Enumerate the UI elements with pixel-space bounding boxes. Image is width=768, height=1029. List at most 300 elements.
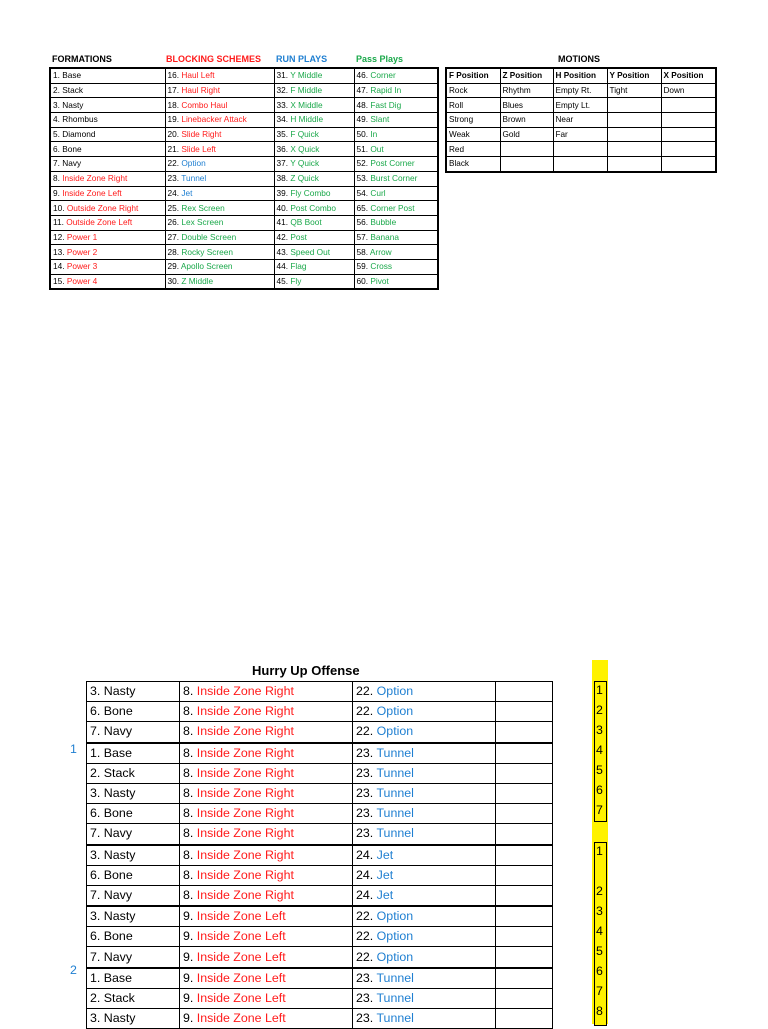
pass-cell <box>354 171 438 186</box>
counter-number: 4 <box>596 743 603 757</box>
formation-cell <box>87 865 180 885</box>
play-name: Power 2 <box>66 246 98 257</box>
play-name: Tunnel <box>376 745 414 760</box>
play-name: Tunnel <box>376 1011 414 1026</box>
counter-number: 3 <box>596 904 603 918</box>
blocking-cell <box>165 113 274 128</box>
play-name: Navy <box>103 949 133 964</box>
counter-number: 1 <box>596 683 603 697</box>
blocking-cell <box>165 201 274 216</box>
table-row <box>446 157 716 172</box>
play-name: Tunnel <box>376 826 414 841</box>
header-run-plays: RUN PLAYS <box>276 54 328 64</box>
pass-cell <box>354 201 438 216</box>
run-cell <box>274 171 354 186</box>
play-name: Y Middle <box>290 70 323 81</box>
play-name: Fast Dig <box>370 99 402 110</box>
play-number: 2. <box>53 85 63 96</box>
play-number: 8. <box>183 684 197 699</box>
motion-cell <box>661 157 716 172</box>
column-header: F Position <box>446 68 500 83</box>
motion-cell <box>661 98 716 113</box>
play-number: 17. <box>167 85 182 96</box>
play-number: 59. <box>356 261 371 272</box>
play-name: Out <box>370 143 384 154</box>
motion-cell <box>607 113 661 128</box>
blocking-cell <box>165 274 274 289</box>
run-cell <box>274 201 354 216</box>
play-number: 10. <box>53 202 67 213</box>
formation-cell <box>87 702 180 722</box>
table-row <box>446 83 716 98</box>
blocking-cell <box>165 127 274 142</box>
table-row <box>87 824 553 845</box>
run-cell <box>353 824 496 845</box>
motion-cell: Weak <box>446 127 500 142</box>
play-number: 22. <box>167 158 182 169</box>
header-formations: FORMATIONS <box>52 54 112 64</box>
play-number: 18. <box>167 99 182 110</box>
table-row <box>50 142 438 157</box>
play-number: 22. <box>356 724 377 739</box>
run-cell <box>274 98 354 113</box>
blank-cell <box>496 885 553 906</box>
run-cell <box>353 743 496 764</box>
column-header: X Position <box>661 68 716 83</box>
play-name: Bone <box>103 867 133 882</box>
play-number: 3. <box>90 847 104 862</box>
play-name: Inside Zone Left <box>196 1011 286 1026</box>
play-name: F Quick <box>290 129 319 140</box>
table-row <box>50 68 438 83</box>
play-number: 8. <box>183 887 197 902</box>
formation-cell <box>87 722 180 743</box>
table-row <box>87 927 553 947</box>
blocking-cell <box>180 968 353 989</box>
play-number: 7. <box>90 949 104 964</box>
blocking-cell <box>165 98 274 113</box>
table-row <box>87 682 553 702</box>
motions-header-row <box>446 68 716 83</box>
play-number: 12. <box>53 231 67 242</box>
table-row <box>446 142 716 157</box>
run-cell <box>353 1009 496 1029</box>
play-name: Bone <box>62 143 82 154</box>
group-label: 2 <box>70 963 77 978</box>
play-number: 16. <box>167 70 182 81</box>
pass-cell <box>354 127 438 142</box>
motion-cell: Rhythm <box>500 83 553 98</box>
table-row <box>87 906 553 927</box>
play-number: 21. <box>167 143 182 154</box>
play-name: Fly <box>290 275 302 286</box>
run-cell <box>274 259 354 274</box>
play-number: 46. <box>356 70 371 81</box>
play-number: 3. <box>90 909 104 924</box>
play-number: 24. <box>356 847 377 862</box>
play-number: 39. <box>276 187 291 198</box>
table-row <box>50 83 438 98</box>
column-header: Y Position <box>607 68 661 83</box>
play-number: 52. <box>356 158 371 169</box>
play-name: Lex Screen <box>181 217 224 228</box>
table-row <box>87 722 553 743</box>
formation-cell <box>50 68 165 83</box>
play-name: Arrow <box>369 246 392 257</box>
play-number: 29. <box>167 261 181 272</box>
run-cell <box>274 127 354 142</box>
play-name: Tunnel <box>376 786 414 801</box>
play-name: Double Screen <box>181 231 237 242</box>
blank-cell <box>496 968 553 989</box>
play-name: Stack <box>103 765 135 780</box>
run-cell <box>274 68 354 83</box>
play-number: 27. <box>167 231 182 242</box>
run-cell <box>353 763 496 783</box>
play-number: 9. <box>183 909 197 924</box>
play-name: Inside Zone Left <box>196 970 286 985</box>
play-number: 8. <box>183 826 197 841</box>
formation-cell <box>50 245 165 260</box>
formation-cell <box>87 1009 180 1029</box>
formation-cell <box>50 98 165 113</box>
play-name: Inside Zone Right <box>196 786 294 801</box>
motion-cell: Down <box>661 83 716 98</box>
formation-cell <box>87 824 180 845</box>
play-number: 60. <box>356 275 371 286</box>
run-cell <box>353 947 496 968</box>
motion-cell <box>553 157 607 172</box>
table-row <box>87 845 553 866</box>
blocking-cell <box>165 142 274 157</box>
run-cell <box>353 845 496 866</box>
play-number: 28. <box>167 246 182 257</box>
play-number: 34. <box>276 114 291 125</box>
play-number: 56. <box>356 217 371 228</box>
blocking-cell <box>180 927 353 947</box>
formation-cell <box>50 171 165 186</box>
play-name: Navy <box>103 826 133 841</box>
play-number: 8. <box>183 786 197 801</box>
play-name: Inside Zone Right <box>196 867 294 882</box>
motion-cell: Brown <box>500 113 553 128</box>
play-number: 7. <box>90 826 104 841</box>
play-name: Burst Corner <box>370 173 418 184</box>
play-name: Jet <box>181 187 193 198</box>
run-cell <box>353 783 496 803</box>
play-number: 2. <box>90 765 104 780</box>
play-number: 9. <box>183 990 197 1005</box>
formation-cell <box>87 783 180 803</box>
play-number: 8. <box>183 745 197 760</box>
table-row <box>87 1009 553 1029</box>
play-name: Cross <box>370 261 393 272</box>
blocking-cell <box>180 845 353 866</box>
play-name: Tunnel <box>376 970 414 985</box>
blocking-cell <box>180 885 353 906</box>
play-name: Corner Post <box>370 202 415 213</box>
play-name: Banana <box>370 231 399 242</box>
play-number: 36. <box>276 143 291 154</box>
play-name: Nasty <box>62 99 84 110</box>
counter-number: 6 <box>596 964 603 978</box>
motion-cell: Empty Lt. <box>553 98 607 113</box>
motion-cell <box>607 142 661 157</box>
play-name: Rapid In <box>370 85 402 96</box>
play-number: 48. <box>356 99 371 110</box>
table-row <box>87 968 553 989</box>
table-row <box>446 98 716 113</box>
blocking-cell <box>165 215 274 230</box>
play-number: 6. <box>90 704 104 719</box>
column-header: H Position <box>553 68 607 83</box>
play-name: Z Middle <box>181 275 214 286</box>
counter-number: 5 <box>596 944 603 958</box>
play-number: 30. <box>167 275 182 286</box>
blocking-cell <box>165 171 274 186</box>
table-row <box>50 171 438 186</box>
table-row <box>87 763 553 783</box>
table-row <box>87 743 553 764</box>
play-name: Linebacker Attack <box>181 114 247 125</box>
blocking-cell <box>180 682 353 702</box>
blank-cell <box>496 682 553 702</box>
run-cell <box>353 804 496 824</box>
table-row <box>87 988 553 1008</box>
run-cell <box>353 885 496 906</box>
formation-cell <box>87 906 180 927</box>
motion-cell: Black <box>446 157 500 172</box>
counter-number: 4 <box>596 924 603 938</box>
play-number: 23. <box>356 806 377 821</box>
column-header: Z Position <box>500 68 553 83</box>
blank-cell <box>496 763 553 783</box>
play-name: Slide Left <box>181 143 216 154</box>
play-number: 22. <box>356 909 377 924</box>
play-name: X Quick <box>290 143 320 154</box>
formation-cell <box>50 157 165 172</box>
formation-cell <box>50 142 165 157</box>
play-number: 23. <box>356 970 377 985</box>
play-number: 6. <box>90 867 104 882</box>
play-number: 9. <box>183 1011 197 1026</box>
play-name: Option <box>181 158 206 169</box>
blocking-cell <box>180 804 353 824</box>
play-name: Post Combo <box>290 202 336 213</box>
run-cell <box>274 245 354 260</box>
play-name: Tunnel <box>376 990 414 1005</box>
table-row <box>50 215 438 230</box>
play-number: 23. <box>356 786 377 801</box>
play-name: Stack <box>103 990 135 1005</box>
play-name: F Middle <box>290 85 323 96</box>
play-number: 44. <box>276 261 291 272</box>
blocking-cell <box>180 947 353 968</box>
play-name: Option <box>376 704 414 719</box>
play-number: 31. <box>276 70 291 81</box>
play-name: Power 3 <box>66 261 98 272</box>
run-cell <box>353 865 496 885</box>
play-number: 6. <box>53 143 63 154</box>
play-number: 41. <box>276 217 291 228</box>
pass-cell <box>354 157 438 172</box>
play-name: Bone <box>103 704 133 719</box>
formation-cell <box>87 885 180 906</box>
play-name: Nasty <box>103 909 136 924</box>
blocking-cell <box>180 702 353 722</box>
play-name: Y Quick <box>290 158 320 169</box>
play-name: H Middle <box>290 114 324 125</box>
play-number: 23. <box>356 765 377 780</box>
blocking-cell <box>180 743 353 764</box>
play-name: Nasty <box>103 684 136 699</box>
play-name: Option <box>376 684 414 699</box>
play-name: Bone <box>103 806 133 821</box>
table-row <box>50 259 438 274</box>
counter-number: 1 <box>596 844 603 858</box>
run-cell <box>274 186 354 201</box>
playbook-table <box>49 67 439 290</box>
run-cell <box>353 968 496 989</box>
play-name: Option <box>376 724 414 739</box>
play-name: Rex Screen <box>181 202 225 213</box>
blocking-cell <box>165 68 274 83</box>
play-number: 3. <box>90 786 104 801</box>
pass-cell <box>354 186 438 201</box>
play-name: Inside Zone Left <box>196 949 286 964</box>
blank-cell <box>496 947 553 968</box>
table-row <box>50 274 438 289</box>
table-row <box>50 245 438 260</box>
play-number: 1. <box>90 745 104 760</box>
formation-cell <box>50 113 165 128</box>
play-number: 9. <box>53 187 63 198</box>
play-name: Outside Zone Left <box>66 217 133 228</box>
blocking-cell <box>180 1009 353 1029</box>
play-number: 8. <box>183 765 197 780</box>
blank-cell <box>496 743 553 764</box>
play-name: Inside Zone Left <box>196 909 286 924</box>
formation-cell <box>87 845 180 866</box>
play-number: 4. <box>53 114 63 125</box>
play-number: 24. <box>356 867 377 882</box>
pass-cell <box>354 259 438 274</box>
blocking-cell <box>180 783 353 803</box>
run-cell <box>274 83 354 98</box>
run-cell <box>353 722 496 743</box>
run-cell <box>274 274 354 289</box>
formation-cell <box>87 743 180 764</box>
play-name: Jet <box>376 867 394 882</box>
blocking-cell <box>165 230 274 245</box>
play-name: Outside Zone Right <box>66 202 139 213</box>
play-number: 54. <box>356 187 371 198</box>
play-number: 37. <box>276 158 291 169</box>
play-number: 23. <box>167 173 182 184</box>
play-name: Slant <box>370 114 390 125</box>
pass-cell <box>354 274 438 289</box>
play-name: QB Boot <box>290 217 322 228</box>
blocking-cell <box>165 157 274 172</box>
blocking-cell <box>165 83 274 98</box>
play-name: Haul Right <box>181 85 221 96</box>
play-name: Combo Haul <box>181 99 228 110</box>
play-name: Corner <box>370 70 396 81</box>
play-number: 8. <box>53 173 63 184</box>
play-number: 19. <box>167 114 182 125</box>
formation-cell <box>50 215 165 230</box>
play-number: 3. <box>90 1011 104 1026</box>
play-number: 3. <box>90 684 104 699</box>
formation-cell <box>50 274 165 289</box>
formation-cell <box>87 947 180 968</box>
play-number: 26. <box>167 217 182 228</box>
play-number: 51. <box>356 143 371 154</box>
play-name: Option <box>376 909 414 924</box>
run-cell <box>353 927 496 947</box>
play-name: Option <box>376 929 414 944</box>
play-name: Option <box>376 949 414 964</box>
play-name: Inside Zone Right <box>196 826 294 841</box>
play-number: 42. <box>276 231 291 242</box>
motion-cell: Tight <box>607 83 661 98</box>
play-number: 35. <box>276 129 291 140</box>
play-name: Flag <box>290 261 307 272</box>
play-name: In <box>370 129 378 140</box>
motion-cell <box>553 142 607 157</box>
play-number: 22. <box>356 929 377 944</box>
play-number: 22. <box>356 704 377 719</box>
play-number: 33. <box>276 99 291 110</box>
motion-cell: Red <box>446 142 500 157</box>
play-name: Base <box>62 70 82 81</box>
motion-cell <box>661 142 716 157</box>
blank-cell <box>496 1009 553 1029</box>
play-number: 13. <box>53 246 67 257</box>
play-number: 23. <box>356 826 377 841</box>
play-number: 32. <box>276 85 291 96</box>
play-name: Tunnel <box>181 173 207 184</box>
play-name: Bubble <box>370 217 397 228</box>
table-row <box>50 186 438 201</box>
blocking-cell <box>180 824 353 845</box>
run-cell <box>274 113 354 128</box>
formation-cell <box>50 259 165 274</box>
counter-number: 2 <box>596 884 603 898</box>
play-name: Inside Zone Right <box>196 745 294 760</box>
play-name: Jet <box>376 847 394 862</box>
pass-cell <box>354 68 438 83</box>
run-cell <box>274 215 354 230</box>
hurry-up-table <box>86 681 553 1029</box>
formation-cell <box>50 186 165 201</box>
play-name: Navy <box>103 887 133 902</box>
table-row <box>87 783 553 803</box>
play-number: 22. <box>356 684 377 699</box>
play-number: 43. <box>276 246 291 257</box>
play-number: 50. <box>356 129 371 140</box>
play-number: 47. <box>356 85 371 96</box>
counter-number: 5 <box>596 763 603 777</box>
pass-cell <box>354 215 438 230</box>
pass-cell <box>354 98 438 113</box>
play-name: Apollo Screen <box>180 261 233 272</box>
motion-cell: Near <box>553 113 607 128</box>
play-number: 40. <box>276 202 291 213</box>
play-number: 58. <box>356 246 370 257</box>
play-name: Diamond <box>62 129 96 140</box>
formation-cell <box>87 804 180 824</box>
